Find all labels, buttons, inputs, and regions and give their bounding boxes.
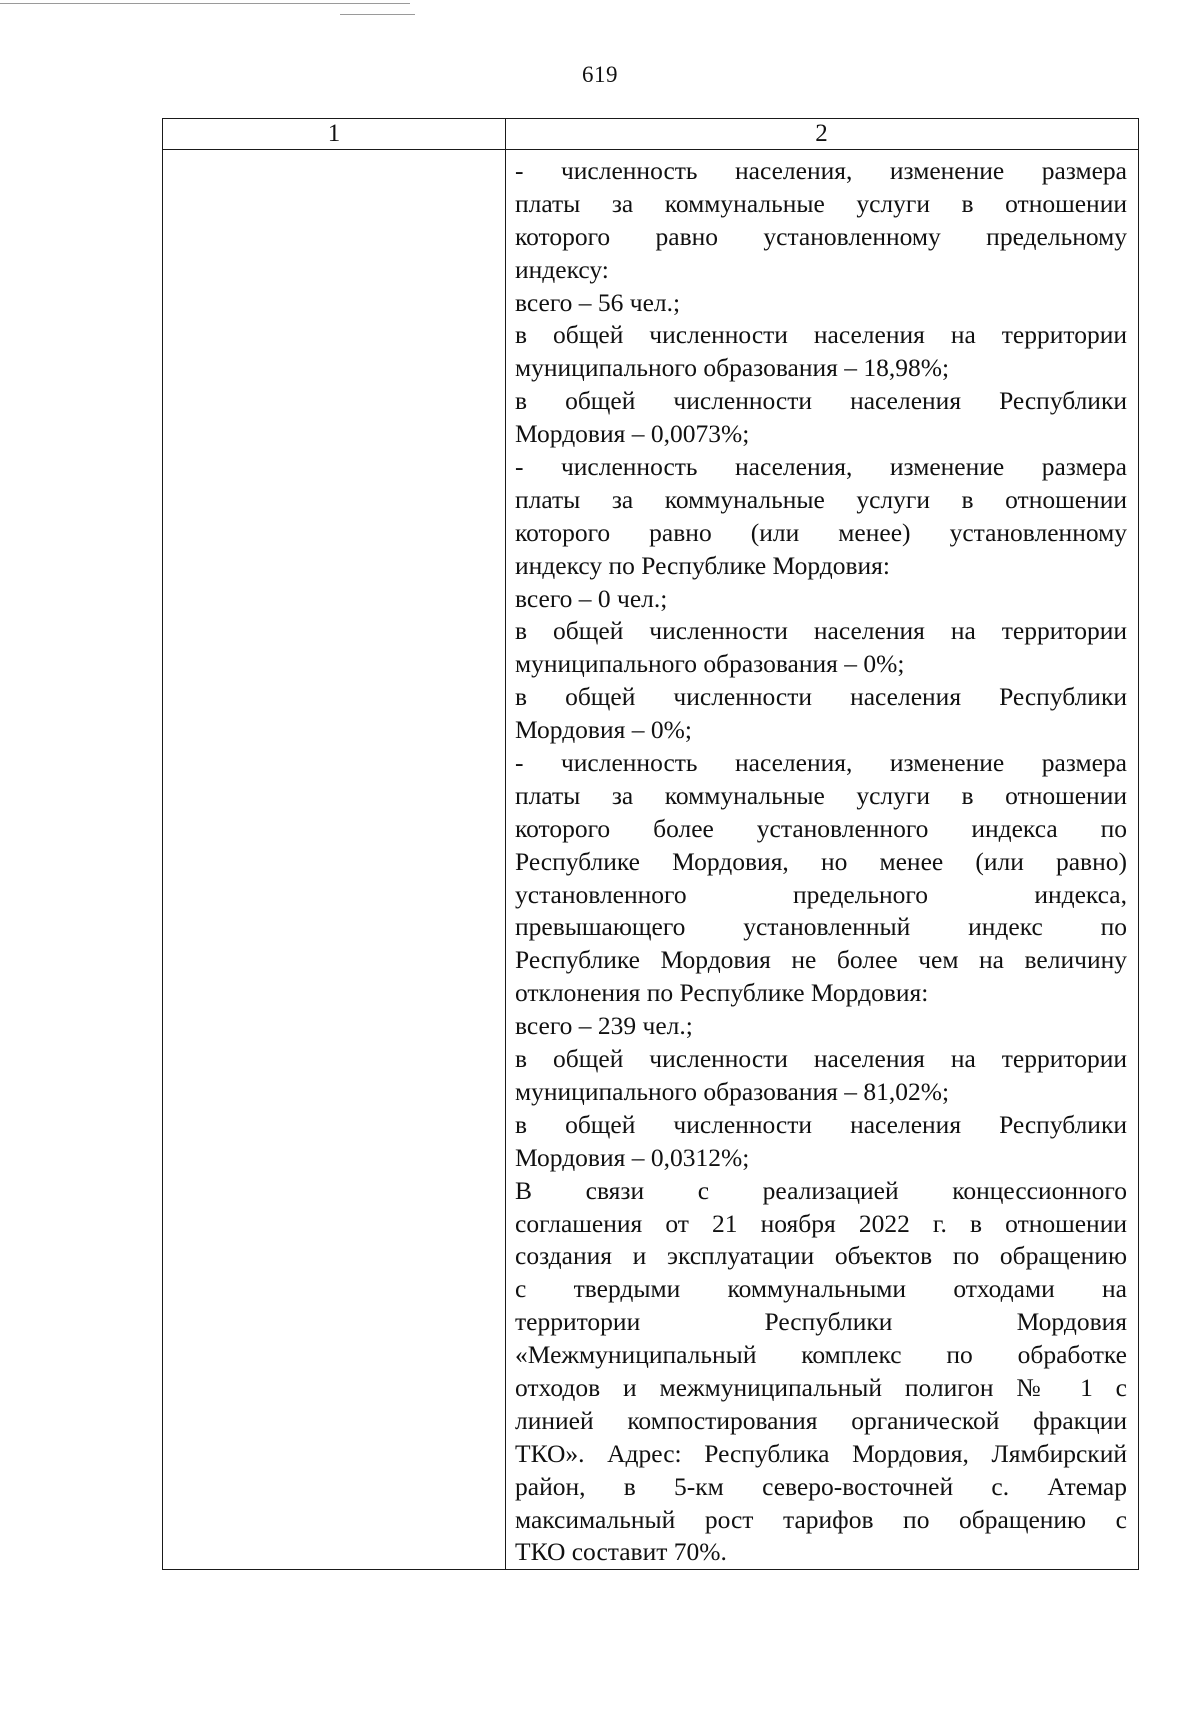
text-line: район, в 5-км северо-восточней с. Атемар [515, 1471, 1127, 1501]
text-line: муниципального образования – 81,02%; [515, 1076, 950, 1106]
text-line: в общей численности населения на территории [515, 616, 1127, 646]
text-line: максимальный рост тарифов по обращению с [515, 1504, 1127, 1534]
text-line: Мордовия – 0,0073%; [515, 419, 750, 449]
text-line: - численность населения, изменение размера [515, 156, 1127, 185]
text-line: Республике Мордовия не более чем на величину [515, 945, 1127, 975]
column-header-2: 2 [815, 120, 828, 147]
text-line: линией компостирования органической фракции [515, 1405, 1127, 1435]
text-line: которого равно (или менее) установленному [515, 517, 1127, 547]
page-number: 619 [582, 62, 618, 87]
text-line: в общей численности населения на территории [515, 320, 1127, 350]
document-table [162, 118, 1139, 1570]
text-line: муниципального образования – 18,98%; [515, 353, 950, 383]
text-line: всего – 56 чел.; [515, 287, 681, 317]
text-line: с твердыми коммунальными отходами на [515, 1274, 1127, 1304]
text-line: создания и эксплуатации объектов по обращению [515, 1241, 1127, 1271]
text-line: превышающего установленный индекс по [515, 912, 1127, 942]
text-line: индексу: [515, 254, 609, 284]
text-line: ТКО». Адрес: Республика Мордовия, Лямбирский [515, 1438, 1127, 1468]
text-line: муниципального образования – 0%; [515, 649, 905, 679]
text-line: ТКО составит 70%. [515, 1537, 727, 1567]
scan-mark-top-right [340, 14, 415, 15]
text-line: «Межмуниципальный комплекс по обработке [515, 1340, 1127, 1370]
text-line: Мордовия – 0,0312%; [515, 1142, 750, 1172]
column-header-1: 1 [327, 120, 341, 147]
text-line: которого более установленного индекса по [515, 813, 1127, 843]
text-line: Республике Мордовия, но менее (или равно) [515, 846, 1127, 876]
text-line: отклонения по Республике Мордовия: [515, 978, 929, 1008]
text-line: в общей численности населения Республики [515, 386, 1127, 416]
text-line: платы за коммунальные услуги в отношении [515, 188, 1127, 218]
table-column-divider [505, 119, 506, 1569]
text-line: В связи с реализацией концессионного [515, 1175, 1127, 1205]
text-line: в общей численности населения на территории [515, 1044, 1127, 1074]
column-2-cell [515, 155, 1127, 1569]
text-line: установленного предельного индекса, [515, 879, 1127, 909]
text-line: которого равно установленному предельному [515, 221, 1127, 251]
text-line: территории Республики Мордовия [515, 1307, 1127, 1337]
text-line: всего – 0 чел.; [515, 583, 668, 613]
text-line: в общей численности населения Республики [515, 682, 1127, 712]
text-line: - численность населения, изменение размера [515, 748, 1127, 778]
text-line: Мордовия – 0%; [515, 715, 692, 745]
text-line: отходов и межмуниципальный полигон № 1 с [515, 1372, 1127, 1402]
table-header-row [163, 119, 1138, 150]
text-line: платы за коммунальные услуги в отношении [515, 780, 1127, 810]
text-line: индексу по Республике Мордовия: [515, 550, 890, 580]
text-line: в общей численности населения Республики [515, 1109, 1127, 1139]
text-line: - численность населения, изменение размера [515, 452, 1127, 482]
text-line: всего – 239 чел.; [515, 1011, 693, 1041]
scan-mark-top-left [0, 3, 410, 4]
text-line: платы за коммунальные услуги в отношении [515, 484, 1127, 514]
text-line: соглашения от 21 ноября 2022 г. в отношении [515, 1208, 1127, 1238]
